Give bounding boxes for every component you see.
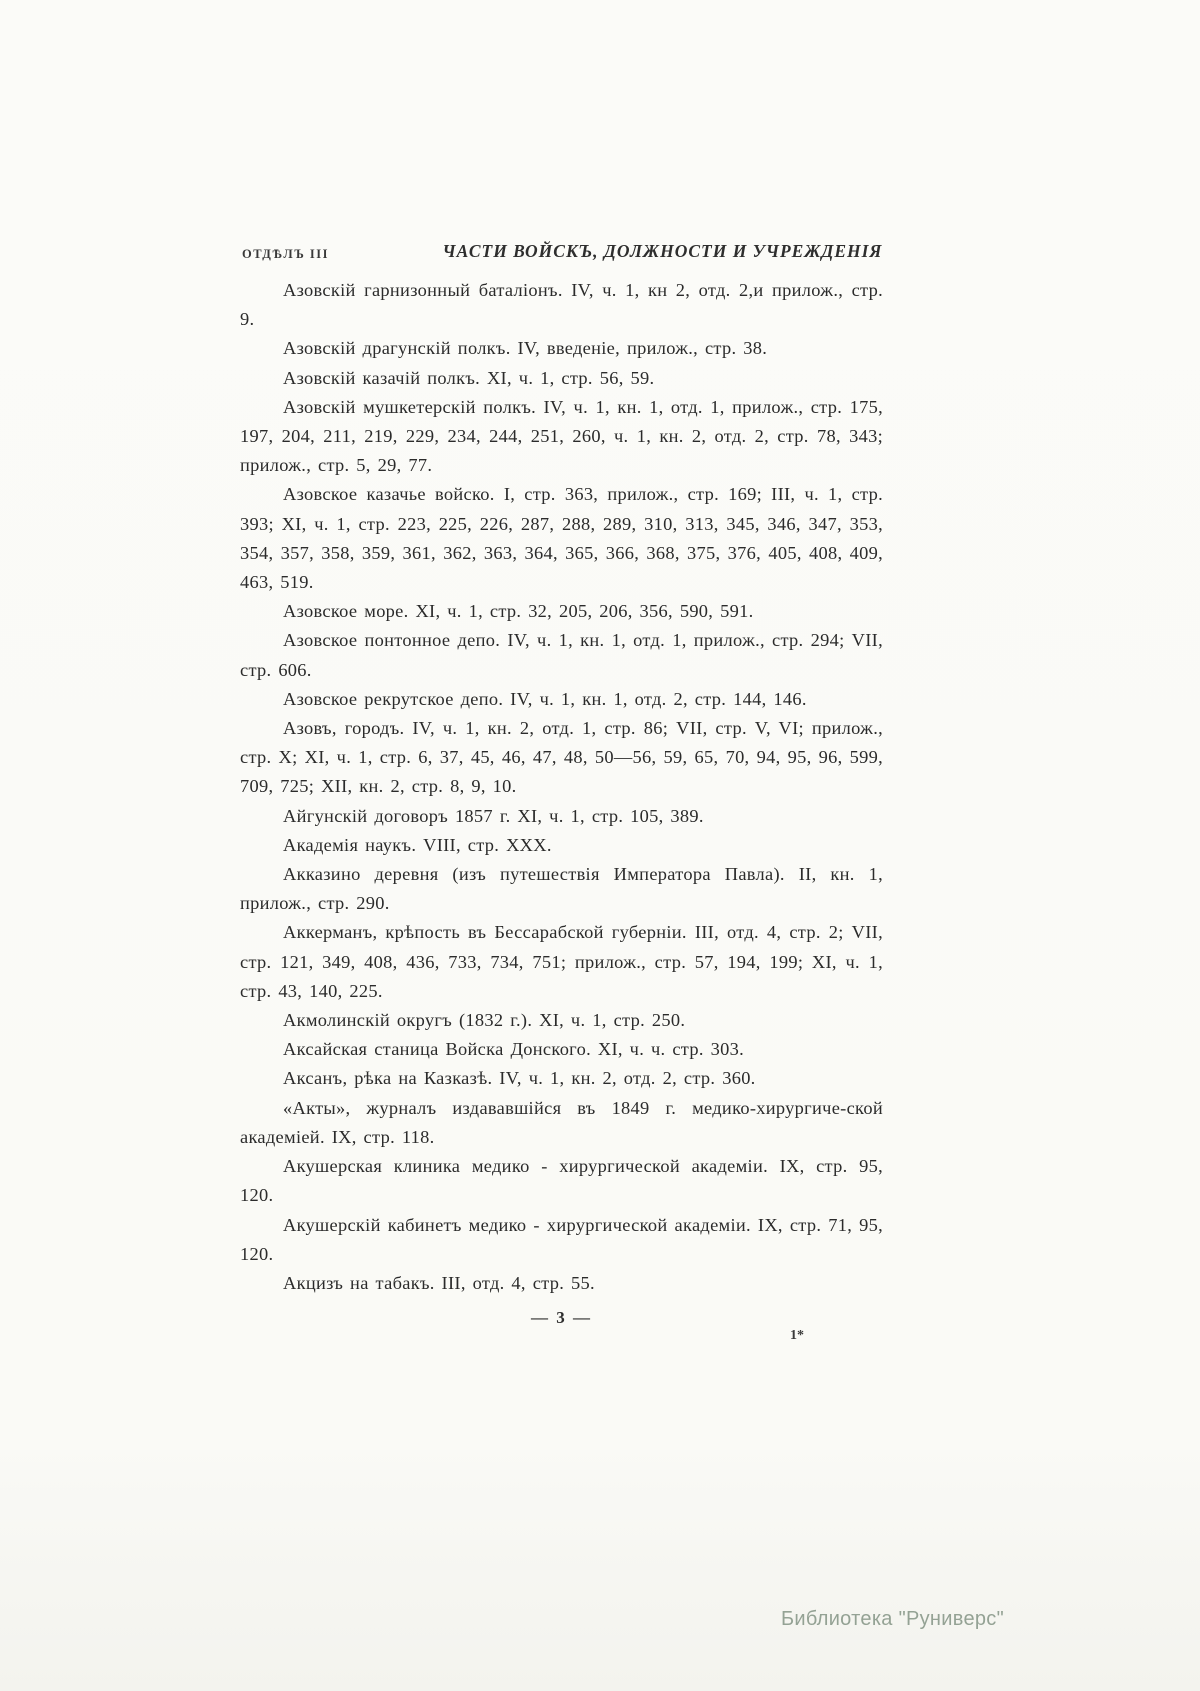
index-entry: Азовское понтонное депо. IV, ч. 1, кн. 1, отд. 1, прилож., стр. 294; VII, стр. 606. [240, 630, 883, 680]
index-entry: Азовскій мушкетерскій полкъ. IV, ч. 1, кн. 1, отд. 1, прилож., стр. 175, 197, 204, 211, 219, 229, 234, 244, 251, 260, ч. 1, кн. 2, отд. 2, стр. 78, 343; прилож., стр. 5, 29, 77. [240, 396, 883, 476]
index-entry: Азовское рекрутское депо. IV, ч. 1, кн. 1, отд. 2, стр. 144, 146. [283, 688, 807, 709]
index-entry: Акцизъ на табакъ. III, отд. 4, стр. 55. [283, 1272, 595, 1293]
index-entry: Аккерманъ, крѣпость въ Бессарабской губерніи. III, отд. 4, стр. 2; VII, стр. 121, 349, 408, 436, 733, 734, 751; прилож., стр. 57, 194, 199; XI, ч. 1, стр. 43, 140, 225. [240, 922, 883, 1001]
index-entry: Азовскій казачій полкъ. XI, ч. 1, стр. 56, 59. [283, 367, 655, 388]
index-entry: Азовское море. XI, ч. 1, стр. 32, 205, 206, 356, 590, 591. [283, 601, 754, 622]
index-entry: Азовскій гарнизонный баталіонъ. IV, ч. 1, кн 2, отд. 2,и прилож., стр. 9. [240, 280, 883, 330]
index-entry: Акушерская клиника медико - хирургической академіи. IX, стр. 95, 120. [240, 1156, 883, 1206]
index-entry: Аксанъ, рѣка на Казказѣ. IV, ч. 1, кн. 2, отд. 2, стр. 360. [283, 1068, 756, 1089]
index-entry: Академія наукъ. VIII, стр. XXX. [283, 834, 552, 855]
section-label: ОТДѢЛЪ III [242, 247, 330, 261]
index-entry: Аксайская станица Войска Донского. XI, ч. ч. стр. 303. [283, 1039, 745, 1060]
library-watermark: Библиотека "Руниверс" [780, 1608, 1004, 1630]
index-entry: Айгунскій договоръ 1857 г. XI, ч. 1, стр. 105, 389. [283, 805, 704, 826]
page-header [240, 241, 885, 267]
index-entry: Азовское казачье войско. I, стр. 363, прилож., стр. 169; III, ч. 1, стр. 393; XI, ч. 1, стр. 223, 225, 226, 287, 288, 289, 310, 313, 345, 346, 347, 353, 354, 357, 358, 359, 361, 362, 363, 364, 365, 366, 368, 375, 376, 405, 408, 409, 463, 519. [240, 484, 883, 593]
index-entry: «Акты», журналъ издававшійся въ 1849 г. медико-хирургиче-ской академіей. IX, стр. 118. [240, 1097, 883, 1147]
page-number: — 3 — [531, 1308, 592, 1327]
index-entry: Акказино деревня (изъ путешествія Императора Павла). II, кн. 1, прилож., стр. 290. [240, 864, 883, 914]
index-entry: Азовскій драгунскій полкъ. IV, введеніе, прилож., стр. 38. [283, 338, 768, 359]
signature-mark: 1* [790, 1328, 804, 1343]
index-entry: Акушерскій кабинетъ медико - хирургической академіи. IX, стр. 71, 95, 120. [240, 1214, 883, 1264]
page-title: ЧАСТИ ВОЙСКЪ, ДОЛЖНОСТИ И УЧРЕЖДЕНІЯ [442, 241, 883, 261]
index-entries [240, 276, 883, 1298]
index-entry: Акмолинскій округъ (1832 г.). XI, ч. 1, стр. 250. [283, 1010, 686, 1031]
index-entry: Азовъ, городъ. IV, ч. 1, кн. 2, отд. 1, стр. 86; VII, стр. V, VI; прилож., стр. X; XI, ч. 1, стр. 6, 37, 45, 46, 47, 48, 50—56, 59, 65, 70, 94, 95, 96, 599, 709, 725; XII, кн. 2, стр. 8, 9, 10. [240, 718, 883, 797]
